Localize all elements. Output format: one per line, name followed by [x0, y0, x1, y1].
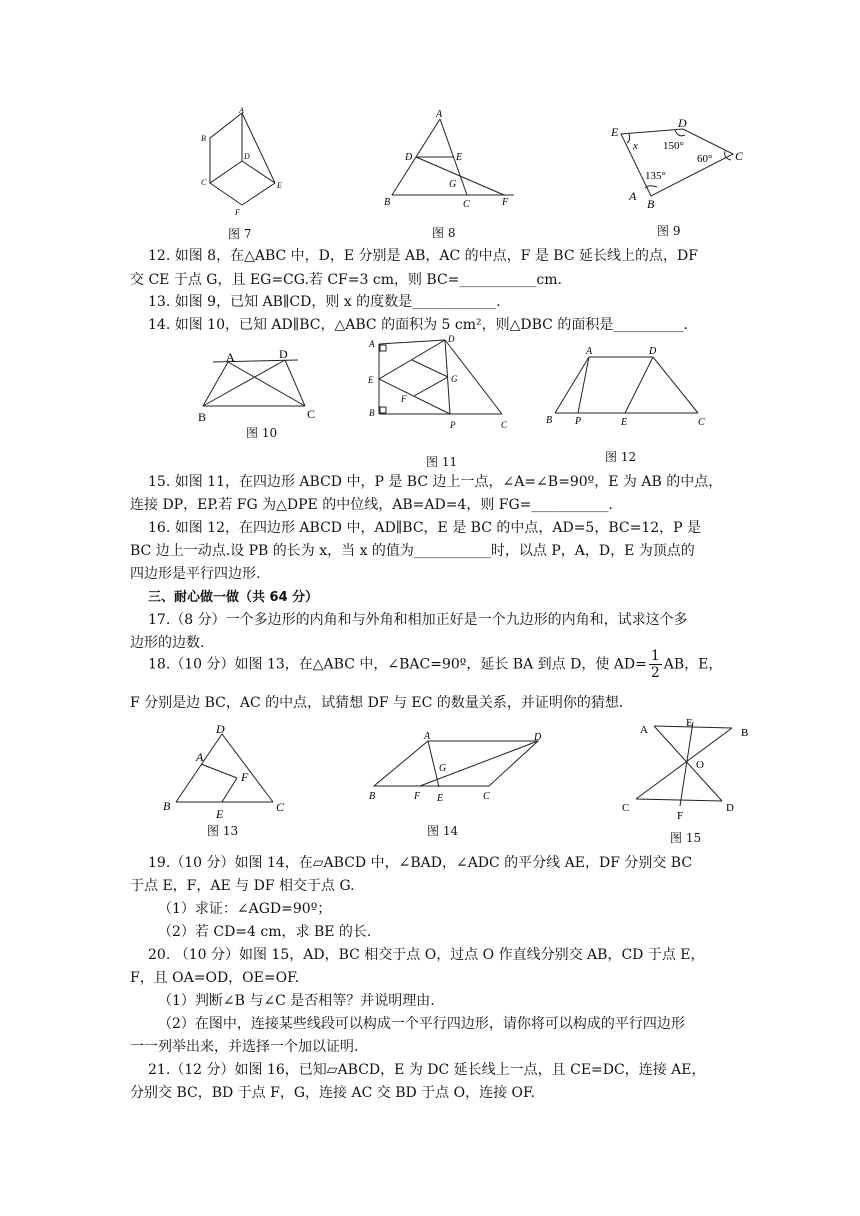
q21-line1: 21.（12 分）如图 16，已知▱ABCD，E 为 DC 延长线上一点，且 CE=DC，连接 AE， [148, 1062, 706, 1078]
fig10-label: B [198, 410, 207, 423]
section-3-heading: 三、耐心做一做（共 64 分） [148, 590, 319, 605]
fig14-label: A [424, 731, 431, 742]
figure-10-caption: 图 10 [246, 426, 278, 440]
fig8-label: F [502, 197, 509, 208]
fig8-label: G [449, 179, 457, 190]
q17-line1: 17.（8 分）一个多边形的内角和与外角和相加正好是一个九边形的内角和，试求这个多 [148, 612, 688, 628]
fig9-label: E [611, 125, 619, 139]
fig14-label: E [437, 793, 444, 804]
fig9-label: A [629, 189, 637, 203]
q18-line1 [148, 648, 722, 681]
fig7-label: D [244, 152, 250, 161]
fig9-label: D [678, 116, 687, 130]
fig14-label: F [414, 791, 421, 802]
fig10-label: D [279, 347, 288, 361]
fig13-label: E [216, 807, 224, 820]
fig10-label: A [226, 350, 235, 364]
fig12-label: P [575, 416, 582, 427]
figure-7 [195, 105, 290, 225]
fig9-label: C [735, 149, 744, 163]
q20-line1: 20. （10 分）如图 15，AD，BC 相交于点 O，过点 O 作直线分别交 AB，CD 于点 E， [148, 947, 705, 963]
fig8-label: A [436, 109, 443, 120]
figure-12-caption: 图 12 [605, 450, 637, 464]
fig15-label: A [640, 724, 648, 736]
fig11-label: B [369, 408, 375, 418]
q12-line1: 12. 如图 8，在△ABC 中，D，E 分别是 AB，AC 的中点，F 是 BC 延长线上的点，DF [148, 248, 698, 264]
fig9-label: 150° [663, 140, 684, 152]
fig11-label: F [401, 394, 407, 404]
q20-part2-cont: 一一列举出来，并选择一个加以证明. [130, 1039, 359, 1055]
fig13-label: C [276, 800, 285, 814]
figure-13 [160, 720, 290, 820]
fig7-label: B [201, 134, 206, 143]
fig12-label: E [621, 417, 628, 428]
fig13-label: F [241, 770, 249, 784]
q18-text-post: AB，E， [663, 656, 723, 673]
figure-8 [380, 105, 520, 210]
fig8-label: C [463, 199, 470, 210]
q19-part1: （1）求证：∠AGD=90º； [158, 901, 332, 917]
fig14-label: C [483, 791, 490, 802]
fig9-label: B [647, 197, 655, 211]
q17-line2: 边形的边数. [130, 635, 205, 651]
q21-line2: 分别交 BC，BD 于点 F，G，连接 AC 交 BD 于点 O，连接 OF. [130, 1085, 535, 1101]
fig15-label: O [696, 759, 704, 771]
figure-15-caption: 图 15 [670, 831, 702, 845]
q16-line1: 16. 如图 12，在四边形 ABCD 中，AD∥BC，E 是 BC 的中点，AD=5，BC=12，P 是 [148, 520, 702, 536]
fig15-label: F [677, 810, 684, 821]
q18-text-pre: 18.（10 分）如图 13，在△ABC 中，∠BAC=90º，延长 BA 到点 D，使 AD= [148, 656, 647, 673]
fig13-label: A [196, 750, 204, 764]
fig7-label: C [201, 178, 207, 187]
figure-8-caption: 图 8 [432, 226, 456, 240]
fig12-label: A [586, 346, 593, 357]
q14: 14. 如图 10，已知 AD∥BC，△ABC 的面积为 5 cm²，则△DBC 的面积是__________. [148, 317, 688, 333]
fig14-label: G [439, 763, 447, 774]
q20-part1: （1）判断∠B 与∠C 是否相等？并说明理由. [158, 993, 435, 1009]
fig15-label: B [741, 727, 749, 739]
q15-line1: 15. 如图 11，在四边形 ABCD 中，P 是 BC 边上一点，∠A=∠B=90º，E 为 AB 的中点， [148, 474, 723, 490]
fig9-label: 60° [697, 153, 713, 165]
figure-13-caption: 图 13 [207, 824, 239, 838]
fig11-label: C [501, 420, 508, 430]
fig8-label: D [405, 152, 413, 163]
figure-12 [543, 343, 713, 428]
figure-11-caption: 图 11 [426, 455, 458, 469]
fig15-label: C [622, 802, 630, 814]
fig7-label: A [239, 106, 244, 115]
q19-part2: （2）若 CD=4 cm，求 BE 的长. [158, 924, 372, 940]
q16-line3: 四边形是平行四边形. [130, 566, 261, 582]
figure-14-caption: 图 14 [427, 824, 459, 838]
figure-15 [620, 716, 755, 821]
figure-10 [195, 343, 325, 423]
fig12-label: C [698, 417, 705, 428]
fig12-label: D [649, 346, 657, 357]
fig7-label: E [277, 181, 282, 190]
q19-line1: 19.（10 分）如图 14，在▱ABCD 中，∠BAD，∠ADC 的平分线 AE，DF 分别交 BC [148, 855, 693, 871]
figure-7-caption: 图 7 [228, 227, 252, 241]
q19-line2: 于点 E，F，AE 与 DF 相交于点 G. [130, 878, 355, 894]
fraction-one-half [649, 648, 662, 681]
fig9-label: x [633, 140, 638, 152]
q12-line2: 交 CE 于点 G，且 EG=CG.若 CF=3 cm，则 BC=___________cm. [130, 272, 562, 288]
q18-line2: F 分别是边 BC，AC 的中点，试猜想 DF 与 EC 的数量关系，并证明你的猜想. [130, 695, 624, 711]
figure-9-caption: 图 9 [657, 224, 681, 238]
fig11-label: D [448, 334, 455, 344]
figure-9 [605, 112, 755, 212]
fig12-label: B [546, 415, 553, 426]
fig15-label: D [726, 802, 734, 814]
fig7-label: F [235, 208, 240, 217]
figure-11 [365, 332, 515, 437]
fig11-label: E [368, 375, 374, 385]
fraction-numerator: 1 [650, 648, 660, 664]
fig11-label: P [450, 420, 456, 430]
fig15-label: E [686, 717, 693, 729]
fig11-label: A [369, 339, 375, 349]
figure-14 [365, 727, 550, 807]
fig11-label: G [451, 374, 458, 384]
fig10-label: C [307, 407, 316, 421]
fig14-label: D [534, 732, 542, 743]
q15-line2: 连接 DP，EP.若 FG 为△DPE 的中位线，AB=AD=4，则 FG=___________. [130, 497, 613, 513]
fig14-label: B [369, 791, 376, 802]
q13: 13. 如图 9，已知 AB∥CD，则 x 的度数是____________. [148, 294, 501, 310]
q16-line2: BC 边上一动点.设 PB 的长为 x，当 x 的值为___________时，以点 P，A，D，E 为顶点的 [130, 543, 695, 559]
q20-part2: （2）在图中，连接某些线段可以构成一个平行四边形，请你将可以构成的平行四边形 [158, 1016, 685, 1032]
fig13-label: B [163, 799, 171, 813]
fraction-denominator: 2 [650, 665, 660, 681]
fig13-label: D [216, 722, 225, 736]
q20-line2: F，且 OA=OD，OE=OF. [130, 970, 300, 986]
fig9-label: 135° [645, 170, 666, 182]
fig8-label: E [456, 152, 463, 163]
fig8-label: B [384, 197, 391, 208]
